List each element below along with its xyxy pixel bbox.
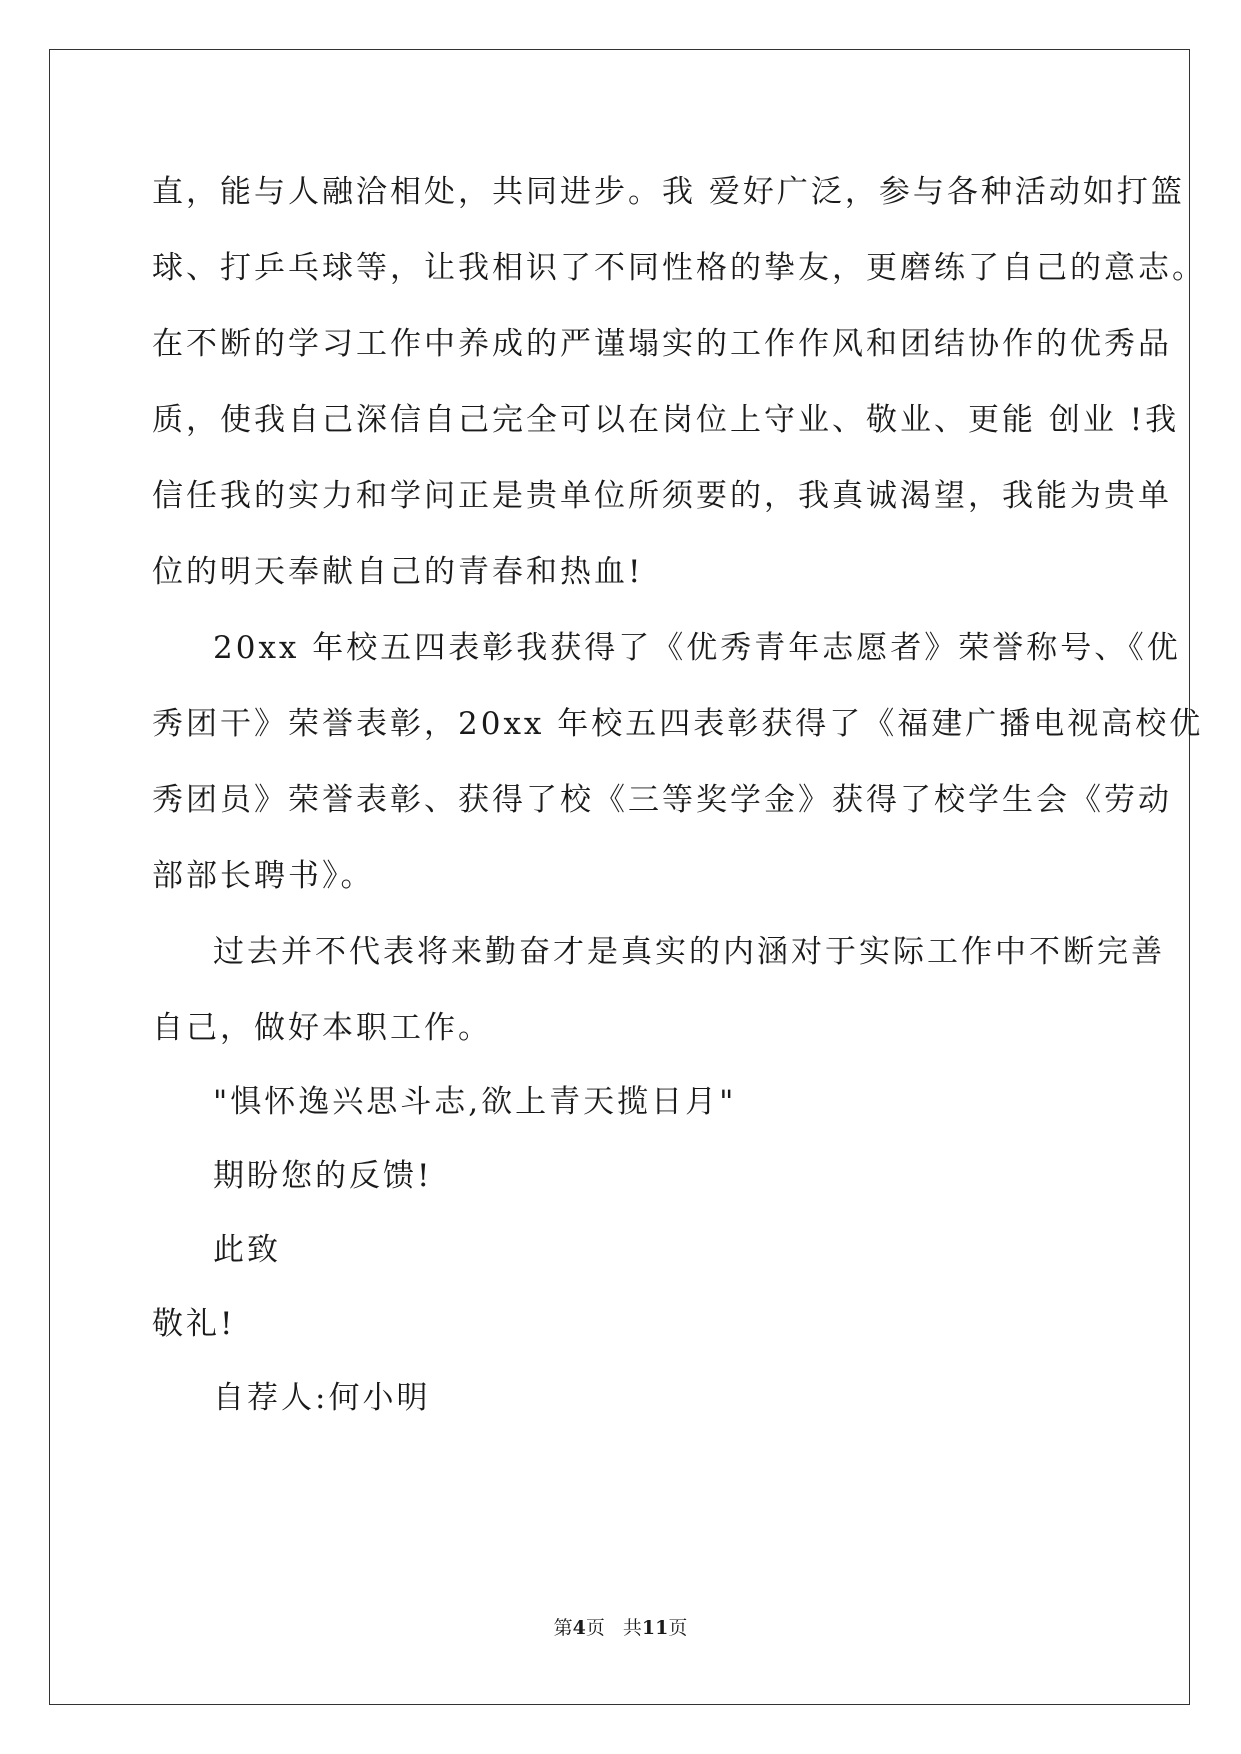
total-suffix: 页 — [668, 1617, 688, 1639]
text-line: 信任我的实力和学问正是贵单位所须要的，我真诚渴望，我能为贵单 — [152, 478, 1172, 514]
text-line: 过去并不代表将来勤奋才是真实的内涵对于实际工作中不断完善 — [213, 934, 1165, 970]
text-line: 20xx 年校五四表彰我获得了《优秀青年志愿者》荣誉称号、《优 — [213, 630, 1181, 666]
salutation-line: 敬礼! — [152, 1306, 236, 1342]
page-number: 4 — [572, 1617, 586, 1639]
page-suffix: 页 — [585, 1617, 605, 1639]
quote-line: "惧怀逸兴思斗志,欲上青天揽日月" — [213, 1084, 737, 1120]
signature-line: 自荐人:何小明 — [213, 1380, 431, 1416]
page-prefix: 第 — [553, 1617, 573, 1639]
page-footer — [0, 1616, 1241, 1640]
text-line: 直，能与人融洽相处，共同进步。我 爱好广泛，参与各种活动如打篮 — [152, 174, 1185, 210]
total-pages: 11 — [641, 1617, 669, 1639]
text-line: 质，使我自己深信自己完全可以在岗位上守业、敬业、更能 创业 !我 — [152, 402, 1180, 438]
salutation-line: 此致 — [213, 1232, 281, 1268]
total-prefix: 共 — [622, 1617, 642, 1639]
text-line: 在不断的学习工作中养成的严谨塌实的工作作风和团结协作的优秀品 — [152, 326, 1172, 362]
text-line: 自己，做好本职工作。 — [152, 1010, 492, 1046]
text-line: 部部长聘书》。 — [152, 858, 375, 894]
closing-line: 期盼您的反馈! — [213, 1158, 433, 1194]
text-line: 位的明天奉献自己的青春和热血! — [152, 554, 644, 590]
text-line: 秀团干》荣誉表彰，20xx 年校五四表彰获得了《福建广播电视高校优 — [152, 706, 1204, 742]
text-line: 秀团员》荣誉表彰、获得了校《三等奖学金》获得了校学生会《劳动 — [152, 782, 1172, 818]
text-line: 球、打乒乓球等，让我相识了不同性格的挚友，更磨练了自己的意志。 — [152, 250, 1206, 286]
